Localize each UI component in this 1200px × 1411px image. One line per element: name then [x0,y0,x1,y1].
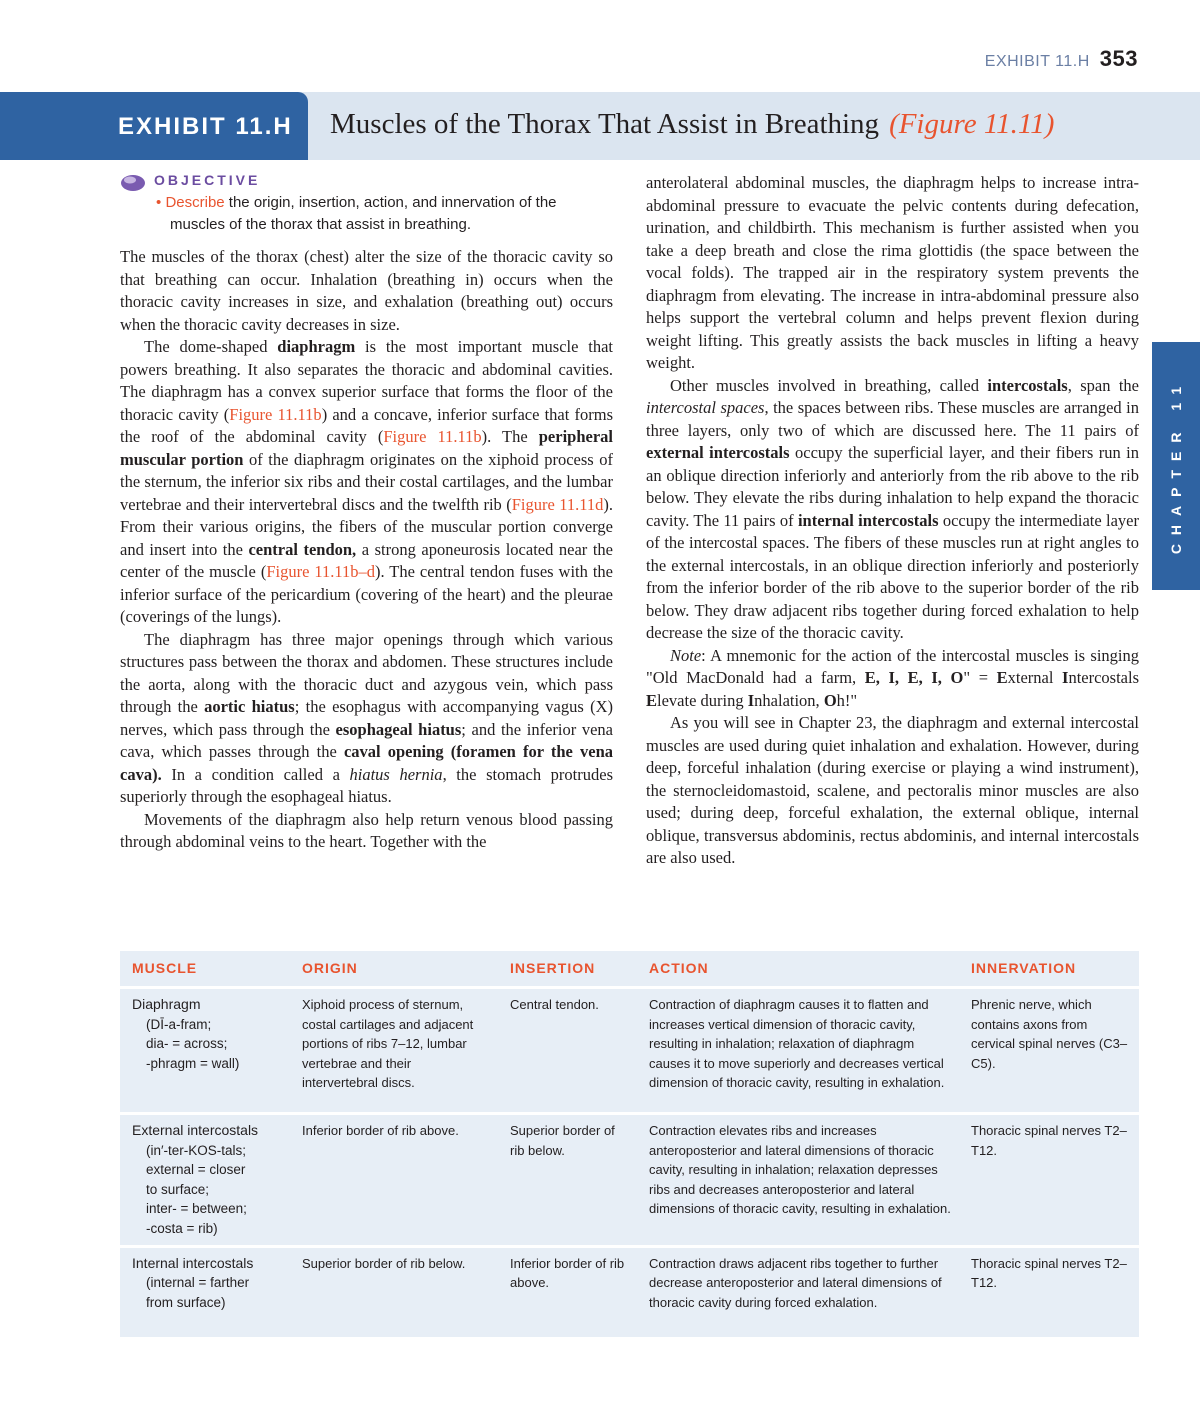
left-column [120,246,613,854]
figure-link[interactable]: Figure 11.11b [383,427,482,446]
term-peripheral-muscular-portion: peripheral muscular portion [120,427,613,469]
exhibit-label: EXHIBIT 11.H [118,113,293,140]
pronunciation: (DĪ-a-fram; [146,1016,212,1032]
table-row [120,988,1139,1114]
pronunciation: -phragm = wall) [146,1055,240,1071]
objective-body: the origin, insertion, action, and innervation of the muscles of the thorax that assist in breathing. [170,194,557,233]
action-cell: Contraction of diaphragm causes it to flatten and increases vertical dimension of thoracic cavity, resulting in inhalation; relaxation of diaphragm causes it to move superiorly and decreases vertical dimension of thoracic cavity, resulting in exhalation. [637,988,959,1114]
paragraph-intercostals: Other muscles involved in breathing, called intercostals, span the intercostal spaces, the spaces between ribs. These muscles are arranged in three layers, only two of which are discussed here. The 11 pairs of external intercostals occupy the superficial layer, and their fibers run in an oblique direction inferiorly and anteriorly from the rib above to the rib below. They elevate the ribs during inhalation to help expand the thoracic cavity. The 11 pairs of internal intercostals occupy the intermediate layer of the intercostal spaces. The fibers of these muscles run at right angles to the external intercostals, in an oblique direction inferiorly and posteriorly from the inferior border of the rib above to the superior border of the rib below. They draw adjacent ribs together during forced exhalation to help decrease the size of the thoracic cavity. [646,375,1140,642]
term-esophageal-hiatus: esophageal hiatus [335,719,462,739]
exhibit-title-text: Muscles of the Thorax That Assist in Breathing [330,108,880,140]
paragraph-intro: The muscles of the thorax (chest) alter the size of the thoracic cavity so that breathing can occur. Inhalation (breathing in) occurs when the thoracic cavity increases in size, and exhalation (breathing out) occurs when the thoracic cavity decreases in size. [120,247,613,334]
paragraph-movements: Movements of the diaphragm also help return venous blood passing through abdominal veins to the heart. Together with the [120,809,613,851]
paragraph-forced-breathing: As you will see in Chapter 23, the diaphragm and external intercostal muscles are used during quiet inhalation and exhalation. However, during deep, forceful inhalation (during exercise or playing a wind instrument), the sternocleidomastoid, scalene, and pectoralis minor muscles are also used; during deep, forceful exhalation, the external oblique, internal oblique, transversus abdominis, rectus abdominis, and internal intercostals are also used. [646,713,1139,867]
innervation-cell: Thoracic spinal nerves T2–T12. [959,1114,1139,1247]
origin-cell: Superior border of rib below. [302,1255,466,1271]
term-internal-intercostals: internal intercostals [797,510,939,530]
innervation-cell: Phrenic nerve, which contains axons from cervical spinal nerves (C3–C5). [959,988,1139,1114]
pronunciation: external = closer [146,1162,246,1178]
muscle-name: External intercostals [132,1122,259,1138]
pronunciation: dia- = across; [146,1036,228,1052]
note-label: Note [670,645,702,665]
origin-cell: Xiphoid process of sternum, costal cartilages and adjacent portions of ribs 7–12, lumbar vertebrae and their intervertebral discs. [290,988,498,1114]
pronunciation: inter- = between; [146,1201,247,1217]
insertion-cell: Superior border of rib below. [498,1114,637,1247]
action-cell: Contraction draws adjacent ribs together to further decrease anteroposterior and lateral dimensions of thoracic cavity during forced exhalation. [649,1255,942,1310]
origin-cell: Inferior border of rib above. [290,1114,498,1247]
page-number: 353 [1099,46,1138,71]
objective-verb: Describe [165,194,225,211]
pronunciation: from surface) [146,1294,226,1310]
action-cell: Contraction elevates ribs and increases anteroposterior and lateral dimensions of thoracic cavity, resulting in inhalation; relaxation depresses ribs and decreases anteroposterior and lateral dimensions of thoracic cavity, resulting in exhalation. [637,1114,959,1247]
muscle-name: Diaphragm [132,996,201,1012]
muscle-cell [120,1114,290,1247]
running-head-exhibit: EXHIBIT 11.H [984,53,1090,70]
exhibit-title [330,108,1054,141]
term-hiatus-hernia: hiatus hernia [349,764,443,784]
figure-link[interactable]: Figure 11.11b [229,404,322,424]
term-caval-opening: caval opening (foramen for the vena cava). [120,742,613,784]
figure-link[interactable]: Figure 11.11b–d [266,562,376,581]
term-diaphragm: diaphragm [277,337,356,356]
insertion-cell: Inferior border of rib above. [510,1255,625,1291]
term-external-intercostals: external intercostals [646,443,790,462]
term-intercostal-spaces: intercostal spaces [646,398,765,417]
objective-box [120,172,610,236]
muscle-name: Internal intercostals [132,1254,254,1271]
chapter-tab-label: CHAPTER 11 [1168,377,1184,555]
pronunciation: to surface; [146,1181,210,1197]
header-action: ACTION [637,951,959,988]
pronunciation: (in′-ter-KOS-tals; [146,1142,247,1158]
objective-heading: OBJECTIVE [154,172,261,188]
table-row [120,1246,1139,1318]
pronunciation: (internal = farther [146,1275,250,1291]
header-insertion: INSERTION [498,951,637,988]
table-row [120,1114,1139,1247]
objective-text [156,192,610,236]
objective-bullet: • [156,194,162,211]
term-aortic-hiatus: aortic hiatus [204,697,295,716]
pronunciation: -costa = rib) [146,1220,218,1236]
paragraph-openings: The diaphragm has three major openings through which various structures pass between the thorax and abdomen. These structures include the aorta, along with the thoracic duct and azygous vein, which pass through the aortic hiatus; the esophagus with accompanying vagus (X) nerves, which pass through the esophageal hiatus; and the inferior vena cava, which passes through the caval opening (foramen for the vena cava). In a condition called a hiatus hernia, the stomach protrudes superiorly through the esophageal hiatus. [120,629,614,806]
table-header-row [120,951,1139,988]
figure-reference-link[interactable]: (Figure 11.11) [889,108,1055,140]
header-innervation: INNERVATION [959,951,1139,988]
muscle-table [120,951,1139,1337]
paragraph-diaphragm: The dome-shaped diaphragm is the most important muscle that powers breathing. It also separates the thoracic and abdominal cavities. The diaphragm has a convex superior surface that forms the floor of the thoracic cavity (Figure 11.11b) and a concave, inferior surface that forms the roof of the abdominal cavity (Figure 11.11b). The peripheral muscular portion of the diaphragm originates on the xiphoid process of the sternum, the inferior six ribs and their costal cartilages, and the lumbar vertebrae and their intervertebral discs and the twelfth rib (Figure 11.11d). From their various origins, the fibers of the muscular portion converge and insert into the central tendon, a strong aponeurosis located near the center of the muscle (Figure 11.11b–d). The central tendon fuses with the inferior surface of the pericardium (covering of the heart) and the pleurae (coverings of the lungs). [120,337,614,626]
header-origin: ORIGIN [290,951,498,988]
figure-link[interactable]: Figure 11.11d [511,494,604,514]
paragraph-abdominal-pressure: anterolateral abdominal muscles, the diaphragm helps to increase intra-abdominal pressure to evacuate the pelvic contents during defecation, urination, and childbirth. This mechanism is further assisted when you take a deep breath and close the rima glottidis (the space between the vocal folds). The trapped air in the respiratory system prevents the diaphragm from elevating. The increase in intra-abdominal pressure also helps support the vertebral column and helps prevent flexion during weight lifting. This greatly assists the back muscles in lifting a heavy weight. [646,173,1139,372]
muscle-cell [120,1246,290,1318]
header-muscle: MUSCLE [120,951,290,988]
paragraph-mnemonic: Note: A mnemonic for the action of the intercostal muscles is singing "Old MacDonald had a farm, E, I, E, I, O" = External Intercostals Elevate during Inhalation, Oh!" [646,645,1140,710]
muscle-cell [120,988,290,1114]
running-head [985,46,1138,72]
term-central-tendon: central tendon, [248,539,357,559]
innervation-cell: Thoracic spinal nerves T2–T12. [971,1255,1127,1291]
term-intercostals: intercostals [987,375,1068,395]
right-column [646,172,1139,870]
objective-icon [120,174,146,192]
insertion-cell: Central tendon. [498,988,637,1114]
muscle-data-table [120,951,1139,1318]
